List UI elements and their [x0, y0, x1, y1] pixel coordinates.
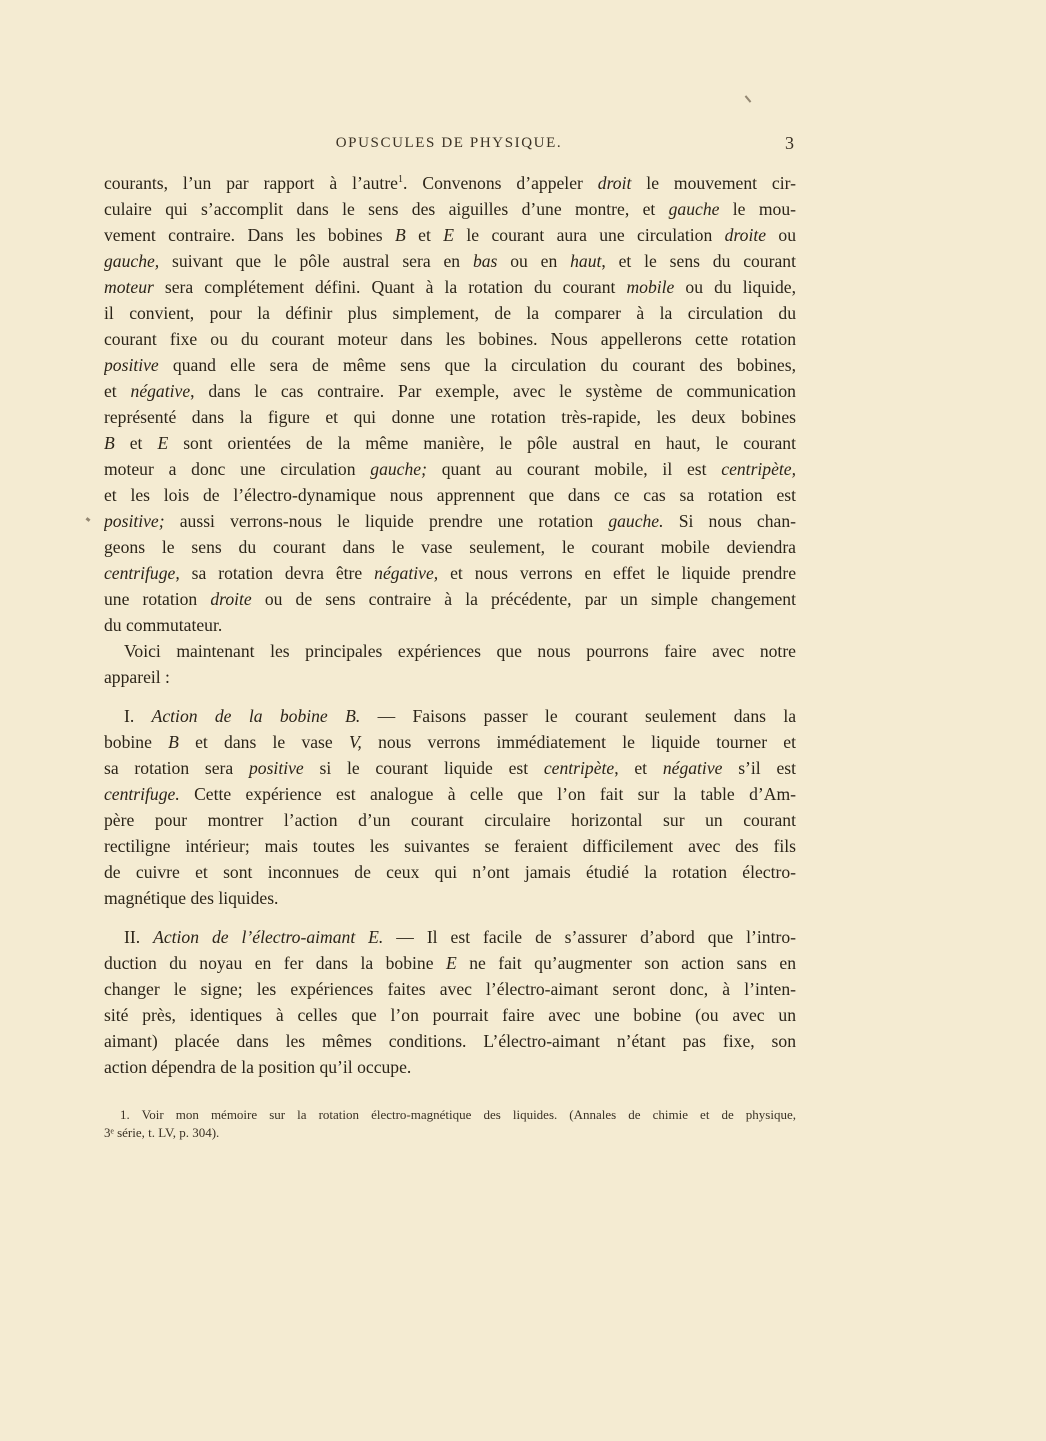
text-line: de cuivre et sont inconnues de ceux qui n’ont jamais étudié la rotation électro- — [104, 862, 796, 882]
text-span: s’il est — [722, 758, 796, 778]
text-line — [104, 729, 796, 755]
text-span: ne fait qu’augmenter son action sans en — [456, 953, 796, 973]
text-span: — Faisons passer le courant seulement dans la — [360, 706, 796, 726]
text-line: Voici maintenant les principales expériences que nous pourrons faire avec notre — [124, 641, 796, 661]
text-line: il convient, pour la définir plus simplement, de la comparer à la circulation du — [104, 303, 796, 323]
text-line: rectiligne intérieur; mais toutes les suivantes se feraient difficilement avec des fils — [104, 836, 796, 856]
text-span: le mouvement cir- — [631, 173, 796, 193]
text-line — [104, 560, 796, 586]
text-span: le mou- — [719, 199, 796, 219]
text-span: sera complétement défini. Quant à la rotation du courant — [153, 277, 627, 297]
text-span: quant au courant mobile, il est — [426, 459, 722, 479]
text-span: si le courant liquide est — [303, 758, 544, 778]
italic-term: gauche. — [608, 511, 664, 531]
text-line — [104, 755, 796, 781]
text-line — [104, 248, 796, 274]
italic-term: droit — [597, 173, 632, 193]
paragraph-2 — [104, 638, 796, 690]
text-span: . Convenons d’appeler — [403, 173, 598, 193]
italic-term: droite — [724, 225, 767, 245]
text-span: — Il est facile de s’assurer d’abord que l’intro- — [383, 927, 796, 947]
text-line — [104, 196, 796, 222]
margin-mark — [86, 517, 91, 522]
italic-term: négative, — [374, 563, 439, 583]
text-line — [104, 430, 796, 456]
text-span: ou — [766, 225, 796, 245]
italic-term: droite — [210, 589, 252, 609]
text-line: père pour montrer l’action d’un courant circulaire horizontal sur un courant — [104, 810, 796, 830]
italic-term: haut — [570, 251, 602, 271]
text-span: nous verrons immédiatement le liquide tourner et — [361, 732, 796, 752]
text-line — [104, 222, 796, 248]
text-line: et les lois de l’électro-dynamique nous apprennent que dans ce cas sa rotation est — [104, 485, 796, 505]
italic-term: bas — [472, 251, 498, 271]
text-line: action dépendra de la position qu’il occupe. — [104, 1057, 412, 1077]
body-text — [104, 170, 796, 1080]
text-span: ou en — [497, 251, 571, 271]
section-numeral: I. — [124, 706, 152, 726]
text-span: bobine — [104, 732, 169, 752]
italic-term: négative — [130, 381, 191, 401]
text-line — [104, 456, 796, 482]
italic-term: positive — [248, 758, 304, 778]
text-span: suivant que le pôle austral sera en — [159, 251, 473, 271]
paragraph-1 — [104, 170, 796, 638]
text-line: du commutateur. — [104, 615, 223, 635]
footnote-line: 3ᵉ série, t. LV, p. 304). — [104, 1125, 220, 1140]
text-span: moteur a donc une circulation — [104, 459, 371, 479]
text-span: et — [114, 433, 158, 453]
italic-term: gauche — [668, 199, 720, 219]
footnote-line: 1. Voir mon mémoire sur la rotation électro-magnétique des liquides. (Annales de chimie et de physique, — [120, 1107, 796, 1122]
italic-term: B — [395, 225, 406, 245]
section-heading: Action de la bobine B. — [151, 706, 361, 726]
text-line: changer le signe; les expériences faites avec l’électro-aimant seront donc, à l’inten- — [104, 979, 796, 999]
text-span: ou du liquide, — [674, 277, 796, 297]
text-line — [104, 508, 796, 534]
text-span: culaire qui s’accomplit dans le sens des aiguilles d’une montre, et — [104, 199, 669, 219]
text-span: et — [405, 225, 444, 245]
text-span: une rotation — [104, 589, 211, 609]
italic-term: gauche; — [370, 459, 427, 479]
stray-mark — [745, 95, 752, 102]
italic-term: gauche, — [104, 251, 160, 271]
page-header — [104, 135, 794, 159]
italic-term: positive; — [104, 511, 165, 531]
text-span: et nous verrons en effet le liquide prendre — [438, 563, 796, 583]
text-line — [104, 703, 796, 729]
text-span: , et — [614, 758, 663, 778]
italic-term: E — [443, 225, 455, 245]
text-line — [104, 950, 796, 976]
text-span: quand elle sera de même sens que la circulation du courant des bobines, — [158, 355, 796, 375]
text-span: duction du noyau en fer dans la bobine — [104, 953, 446, 973]
footnote-marker: 1 — [398, 174, 403, 186]
page-number: 3 — [785, 133, 794, 153]
text-span: et — [104, 381, 131, 401]
text-line — [104, 586, 796, 612]
text-line — [104, 924, 796, 950]
italic-term: positive — [104, 355, 159, 375]
text-line: geons le sens du courant dans le vase seulement, le courant mobile deviendra — [104, 537, 796, 557]
text-span: sa rotation sera — [104, 758, 249, 778]
text-line: représenté dans la figure et qui donne une rotation très-rapide, les deux bobines — [104, 407, 796, 427]
footnote — [104, 1106, 796, 1142]
italic-term: négative — [662, 758, 723, 778]
text-line — [104, 274, 796, 300]
text-line: sité près, identiques à celles que l’on pourrait faire avec une bobine (ou avec un — [104, 1005, 796, 1025]
text-line — [104, 352, 796, 378]
text-span: sa rotation devra être — [179, 563, 375, 583]
text-span: courants, l’un par rapport à l’autre — [104, 173, 398, 193]
text-span: vement contraire. Dans les bobines — [104, 225, 396, 245]
running-title: OPUSCULES DE PHYSIQUE. — [335, 135, 563, 151]
italic-term: V, — [348, 732, 362, 752]
text-span: le courant aura une circulation — [454, 225, 725, 245]
text-span: aussi verrons-nous le liquide prendre une rotation — [164, 511, 609, 531]
italic-term: centrifuge, — [104, 563, 180, 583]
text-line: courant fixe ou du courant moteur dans les bobines. Nous appellerons cette rotation — [104, 329, 796, 349]
italic-term: centrifuge. — [104, 784, 180, 804]
text-line — [104, 378, 796, 404]
italic-term: moteur — [104, 277, 154, 297]
section-heading: Action de l’électro-aimant E. — [153, 927, 384, 947]
italic-term: centripète, — [721, 459, 796, 479]
section-I — [104, 703, 796, 911]
section-numeral: II. — [124, 927, 154, 947]
italic-term: E — [157, 433, 169, 453]
text-line: appareil : — [104, 667, 170, 687]
italic-term: E — [445, 953, 457, 973]
text-line — [104, 781, 796, 807]
text-span: et dans le vase — [178, 732, 349, 752]
text-line: magnétique des liquides. — [104, 888, 279, 908]
text-span: Si nous chan- — [663, 511, 796, 531]
text-line — [104, 170, 796, 196]
italic-term: B — [168, 732, 179, 752]
text-line: aimant) placée dans les mêmes conditions. L’électro-aimant n’étant pas fixe, son — [104, 1031, 796, 1051]
italic-term: B — [104, 433, 115, 453]
italic-term: mobile — [626, 277, 675, 297]
section-II — [104, 924, 796, 1080]
text-span: , dans le cas contraire. Par exemple, avec le système de communication — [190, 381, 796, 401]
text-span: , et le sens du courant — [601, 251, 796, 271]
text-span: sont orientées de la même manière, le pôle austral en haut, le courant — [168, 433, 796, 453]
text-span: Cette expérience est analogue à celle que l’on fait sur la table d’Am- — [179, 784, 796, 804]
text-span: ou de sens contraire à la précédente, par un simple changement — [251, 589, 796, 609]
italic-term: centripète — [543, 758, 615, 778]
